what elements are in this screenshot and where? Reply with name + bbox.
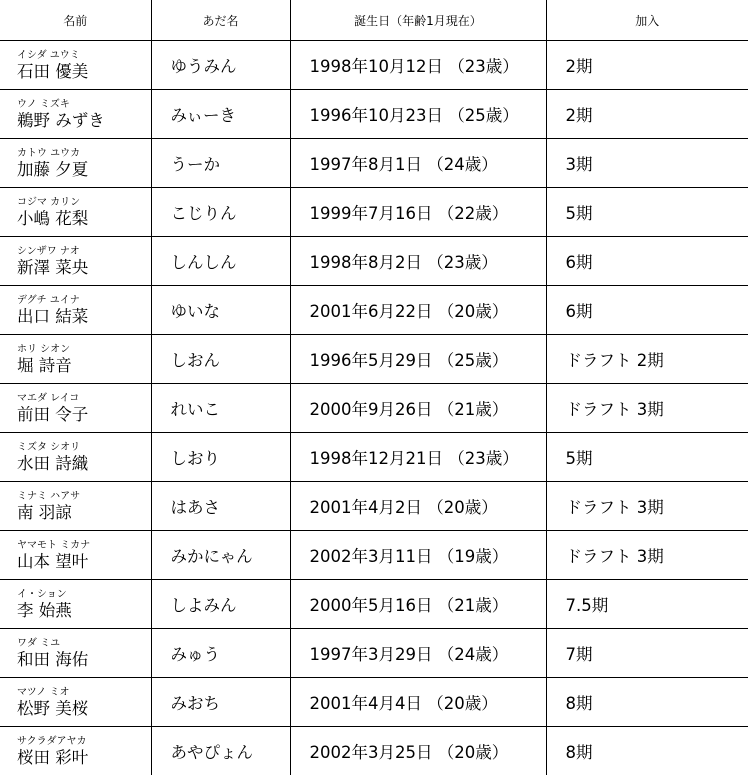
birthday-cell: 2002年3月25日 （20歳） — [290, 727, 546, 775]
nickname-cell: れいこ — [151, 384, 290, 433]
name-reading: マツノ ミオ — [17, 687, 151, 698]
name-reading: イ・ション — [17, 589, 151, 600]
birthday-cell: 2001年6月22日 （20歳） — [290, 286, 546, 335]
joined-cell: 7期 — [546, 629, 748, 678]
nickname-cell: みかにゃん — [151, 531, 290, 580]
member-name-cell — [0, 482, 151, 531]
table-row — [0, 629, 748, 678]
joined-cell: 6期 — [546, 237, 748, 286]
name-reading: ホリ シオン — [17, 344, 151, 355]
name-reading: カトウ ユウカ — [17, 148, 151, 159]
table-row — [0, 531, 748, 580]
joined-cell: 5期 — [546, 188, 748, 237]
table-row — [0, 678, 748, 727]
nickname-cell: はあさ — [151, 482, 290, 531]
joined-cell: 6期 — [546, 286, 748, 335]
name-reading: コジマ カリン — [17, 197, 151, 208]
member-name: 前田 令子 — [17, 404, 151, 425]
nickname-cell: みおち — [151, 678, 290, 727]
member-name-cell — [0, 384, 151, 433]
birthday-cell: 2001年4月4日 （20歳） — [290, 678, 546, 727]
member-name: 出口 結菜 — [17, 306, 151, 327]
header-row — [0, 0, 748, 41]
birthday-cell: 2000年5月16日 （21歳） — [290, 580, 546, 629]
table-row — [0, 188, 748, 237]
joined-cell: ドラフト 3期 — [546, 531, 748, 580]
nickname-cell: こじりん — [151, 188, 290, 237]
joined-cell: ドラフト 3期 — [546, 482, 748, 531]
name-reading: シンザワ ナオ — [17, 246, 151, 257]
birthday-cell: 2000年9月26日 （21歳） — [290, 384, 546, 433]
table-row — [0, 41, 748, 90]
birthday-cell: 1997年3月29日 （24歳） — [290, 629, 546, 678]
table-row — [0, 139, 748, 188]
member-name-cell — [0, 580, 151, 629]
member-name-cell — [0, 139, 151, 188]
member-name: 小嶋 花梨 — [17, 208, 151, 229]
name-reading: ヤマモト ミカナ — [17, 540, 151, 551]
table-row — [0, 335, 748, 384]
birthday-cell: 2002年3月11日 （19歳） — [290, 531, 546, 580]
name-reading: ミズタ シオリ — [17, 442, 151, 453]
nickname-cell: あやぴょん — [151, 727, 290, 775]
header-nickname: あだ名 — [151, 0, 290, 41]
name-reading: ミナミ ハアサ — [17, 491, 151, 502]
birthday-cell: 1998年10月12日 （23歳） — [290, 41, 546, 90]
table-row — [0, 580, 748, 629]
joined-cell: 8期 — [546, 678, 748, 727]
table-row — [0, 727, 748, 775]
birthday-cell: 1996年5月29日 （25歳） — [290, 335, 546, 384]
birthday-cell: 1998年12月21日 （23歳） — [290, 433, 546, 482]
member-name: 李 始燕 — [17, 600, 151, 621]
header-joined: 加入 — [546, 0, 748, 41]
member-name-cell — [0, 629, 151, 678]
joined-cell: 2期 — [546, 41, 748, 90]
member-name: 山本 望叶 — [17, 551, 151, 572]
nickname-cell: うーか — [151, 139, 290, 188]
table-row — [0, 433, 748, 482]
joined-cell: ドラフト 2期 — [546, 335, 748, 384]
name-reading: デグチ ユイナ — [17, 295, 151, 306]
nickname-cell: しおん — [151, 335, 290, 384]
member-name: 桜田 彩叶 — [17, 747, 151, 768]
nickname-cell: ゆうみん — [151, 41, 290, 90]
member-name-cell — [0, 188, 151, 237]
table-row — [0, 237, 748, 286]
member-name-cell — [0, 678, 151, 727]
birthday-cell: 1999年7月16日 （22歳） — [290, 188, 546, 237]
member-name: 鵜野 みずき — [17, 110, 151, 131]
member-name-cell — [0, 727, 151, 775]
member-name: 新澤 菜央 — [17, 257, 151, 278]
joined-cell: 7.5期 — [546, 580, 748, 629]
birthday-cell: 2001年4月2日 （20歳） — [290, 482, 546, 531]
member-name: 石田 優美 — [17, 61, 151, 82]
joined-cell: 2期 — [546, 90, 748, 139]
joined-cell: 8期 — [546, 727, 748, 775]
joined-cell: 3期 — [546, 139, 748, 188]
member-name-cell — [0, 531, 151, 580]
table-row — [0, 384, 748, 433]
nickname-cell: ゆいな — [151, 286, 290, 335]
member-name-cell — [0, 237, 151, 286]
member-name: 南 羽諒 — [17, 502, 151, 523]
header-birthday: 誕生日（年齢1月現在） — [290, 0, 546, 41]
member-name: 堀 詩音 — [17, 355, 151, 376]
nickname-cell: しおり — [151, 433, 290, 482]
member-name-cell — [0, 335, 151, 384]
name-reading: ワダ ミユ — [17, 638, 151, 649]
name-reading: サクラダアヤカ — [17, 736, 151, 747]
table-row — [0, 90, 748, 139]
header-name: 名前 — [0, 0, 151, 41]
nickname-cell: しんしん — [151, 237, 290, 286]
name-reading: マエダ レイコ — [17, 393, 151, 404]
member-name-cell — [0, 286, 151, 335]
member-name-cell — [0, 90, 151, 139]
birthday-cell: 1997年8月1日 （24歳） — [290, 139, 546, 188]
member-name: 水田 詩織 — [17, 453, 151, 474]
table-row — [0, 286, 748, 335]
member-name: 松野 美桜 — [17, 698, 151, 719]
birthday-cell: 1996年10月23日 （25歳） — [290, 90, 546, 139]
nickname-cell: みぃーき — [151, 90, 290, 139]
name-reading: イシダ ユウミ — [17, 50, 151, 61]
nickname-cell: しよみん — [151, 580, 290, 629]
member-name: 加藤 夕夏 — [17, 159, 151, 180]
table-row — [0, 482, 748, 531]
birthday-cell: 1998年8月2日 （23歳） — [290, 237, 546, 286]
nickname-cell: みゅう — [151, 629, 290, 678]
member-name-cell — [0, 433, 151, 482]
member-name: 和田 海佑 — [17, 649, 151, 670]
joined-cell: 5期 — [546, 433, 748, 482]
joined-cell: ドラフト 3期 — [546, 384, 748, 433]
name-reading: ウノ ミズキ — [17, 99, 151, 110]
member-name-cell — [0, 41, 151, 90]
